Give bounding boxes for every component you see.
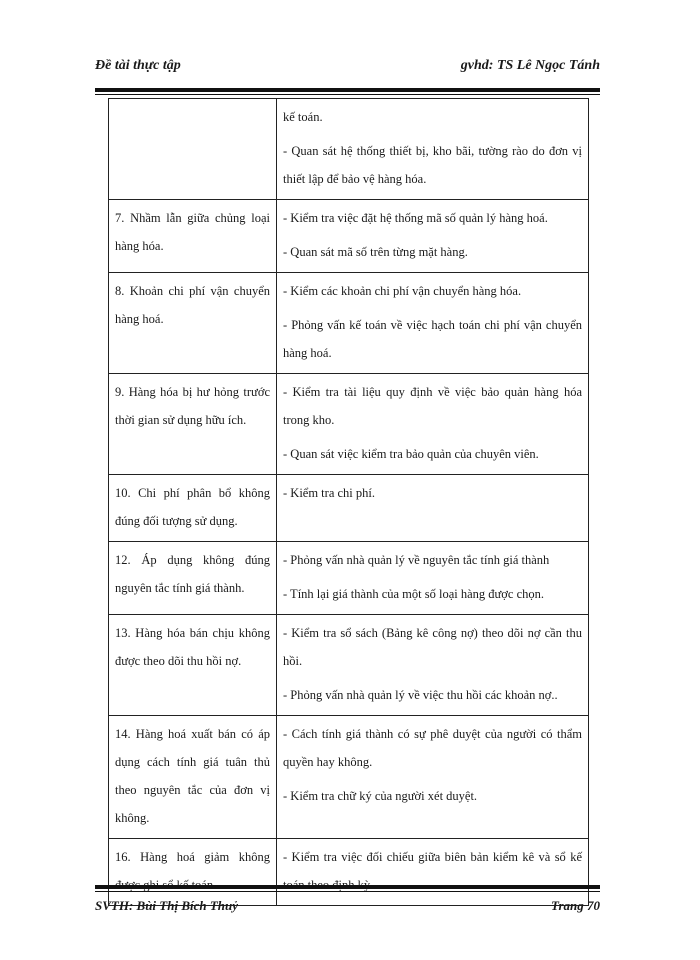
procedure-cell xyxy=(277,374,589,475)
risk-cell: 16. Hàng hoá giảm không xyxy=(109,839,277,906)
procedure-cell xyxy=(277,475,589,542)
table-row xyxy=(109,716,589,839)
procedure-cell xyxy=(277,542,589,615)
table-row xyxy=(109,542,589,615)
table-row xyxy=(109,475,589,542)
table-row xyxy=(109,615,589,716)
risk-cell: 10. Chi phí phân bổ không đúng đối tượng sử dụng. xyxy=(109,475,277,542)
risk-cell: 8. Khoản chi phí vận chuyển hàng hoá. xyxy=(109,273,277,374)
footer-page-number: Trang 70 xyxy=(551,898,600,913)
header-topic: Đề tài thực tập xyxy=(95,58,181,73)
procedure-item: - Phỏng vấn nhà quản lý về việc thu hồi các khoản nợ.. xyxy=(283,688,558,702)
procedure-item: kế toán. xyxy=(283,110,323,124)
procedure-item: - Tính lại giá thành của một số loại hàng được chọn. xyxy=(283,587,545,601)
procedure-item: - Phỏng vấn kế toán về việc hạch toán chi phí vận chuyển hàng hoá. xyxy=(283,318,582,360)
header-advisor: gvhd: TS Lê Ngọc Tánh xyxy=(460,58,600,73)
procedure-item: - Kiểm tra chi phí. xyxy=(283,486,375,500)
page-footer xyxy=(95,898,600,920)
risk-cell: 12. Áp dụng không đúng nguyên tắc tính giá thành. xyxy=(109,542,277,615)
procedure-cell xyxy=(277,615,589,716)
procedure-cell xyxy=(277,273,589,374)
footer-student: SVTH: Bùi Thị Bích Thuỷ xyxy=(95,898,239,913)
page-header xyxy=(95,58,600,82)
table-row xyxy=(109,273,589,374)
procedure-cell xyxy=(277,839,589,906)
procedure-item: - Quan sát hệ thống thiết bị, kho bãi, tường rào do đơn vị thiết lập để bảo vệ hàng hóa. xyxy=(283,144,582,186)
procedure-item: - Phỏng vấn nhà quản lý về nguyên tắc tính giá thành xyxy=(283,553,550,567)
procedure-item: - Kiểm tra việc đặt hệ thống mã số quản lý hàng hoá. xyxy=(283,211,548,225)
procedure-item: - Kiểm tra sổ sách (Bảng kê công nợ) theo dõi nợ cần thu hồi. xyxy=(283,626,582,668)
procedure-item: - Kiểm các khoản chi phí vận chuyển hàng hóa. xyxy=(283,284,522,298)
procedure-item: - Kiểm tra chữ ký của người xét duyệt. xyxy=(283,789,478,803)
table-row xyxy=(109,200,589,273)
table-row xyxy=(109,839,589,906)
procedure-cell xyxy=(277,200,589,273)
risk-cell: 14. Hàng hoá xuất bán có áp dụng cách tính giá tuân thủ theo nguyên tắc của đơn vị không. xyxy=(109,716,277,839)
audit-procedures-table xyxy=(108,98,589,906)
table-row xyxy=(109,99,589,200)
table-row xyxy=(109,374,589,475)
risk-cell: 13. Hàng hóa bán chịu không được theo dõi thu hồi nợ. xyxy=(109,615,277,716)
header-rule-thin xyxy=(95,94,600,95)
procedure-cell xyxy=(277,716,589,839)
procedure-item: - Kiểm tra tài liệu quy định về việc bảo quản hàng hóa trong kho. xyxy=(283,385,582,427)
footer-rule-thin xyxy=(95,891,600,892)
risk-cell: 7. Nhầm lẫn giữa chủng loại hàng hóa. xyxy=(109,200,277,273)
procedure-item: - Cách tính giá thành có sự phê duyệt của người có thẩm quyền hay không. xyxy=(283,727,582,769)
risk-cell: 9. Hàng hóa bị hư hỏng trước thời gian sử dụng hữu ích. xyxy=(109,374,277,475)
procedure-cell xyxy=(277,99,589,200)
header-rule-thick xyxy=(95,88,600,92)
procedure-item: - Quan sát mã số trên từng mặt hàng. xyxy=(283,245,468,259)
procedure-item: - Kiểm tra việc đối chiếu giữa biên bản kiểm kê và sổ kế xyxy=(283,850,582,864)
procedure-item: - Quan sát việc kiểm tra bảo quản của chuyên viên. xyxy=(283,447,539,461)
footer-rule-thick xyxy=(95,885,600,889)
risk-cell xyxy=(109,99,277,200)
